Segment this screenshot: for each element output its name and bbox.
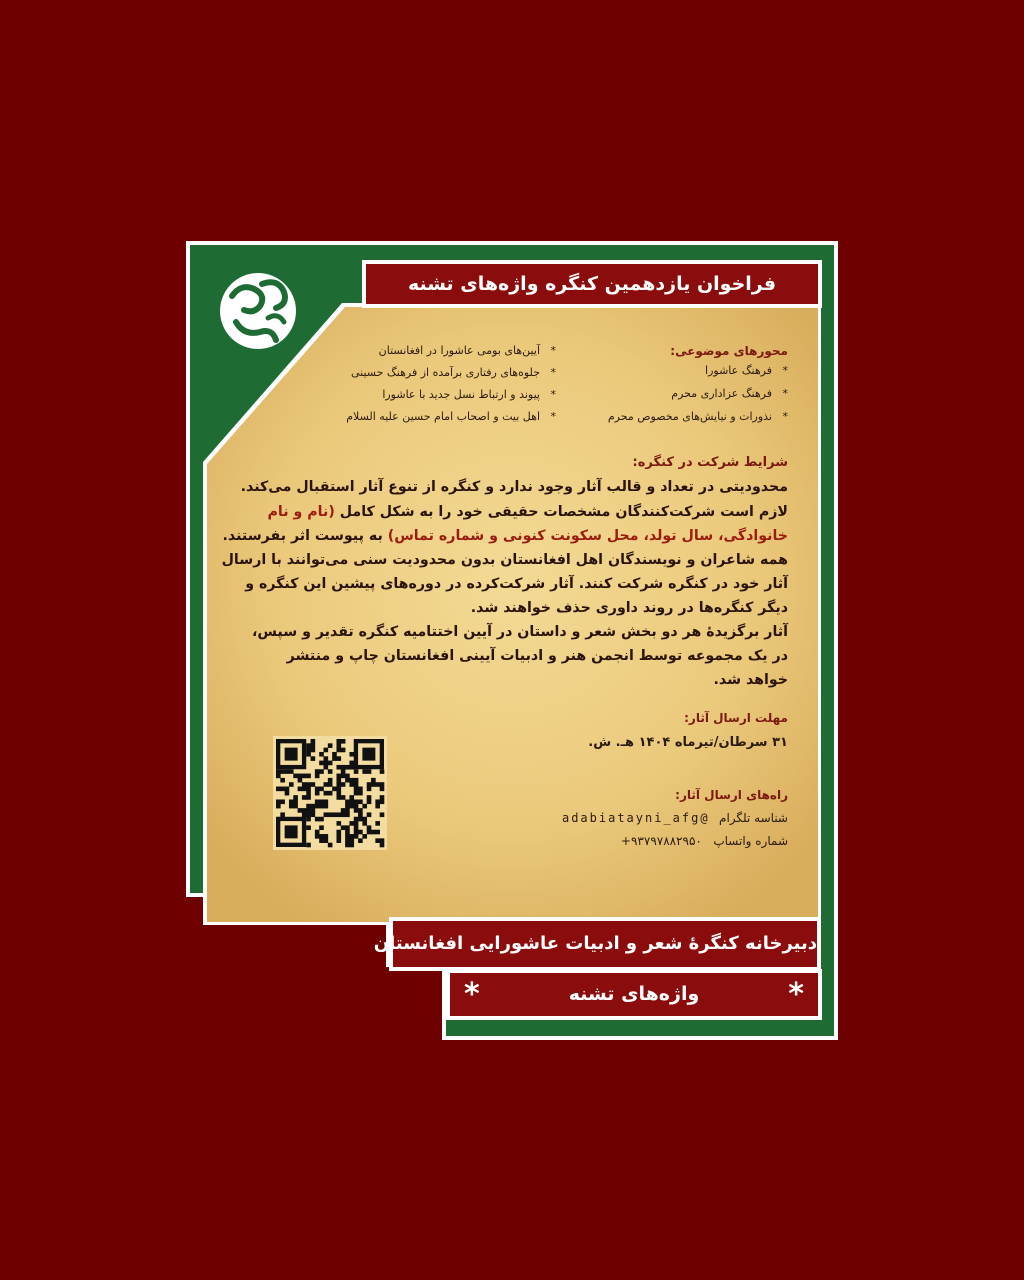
theme-item-left-4: * اهل بیت و اصحاب امام حسین علیه السلام (346, 410, 556, 423)
theme-item-left-3: * پیوند و ارتباط نسل جدید با عاشورا (382, 388, 556, 401)
theme-item-right-1: * فرهنگ عاشورا (705, 364, 788, 377)
deadline-label: مهلت ارسال آثار: (684, 711, 788, 725)
deadline-value: ۳۱ سرطان/تیرماه ۱۴۰۴ هـ. ش. (588, 735, 788, 750)
bullet-icon: * (782, 364, 788, 377)
theme-item-right-2: * فرهنگ عزاداری محرم (671, 387, 788, 400)
brand-name: واژه‌های تشنه (568, 983, 700, 1005)
qr-code-icon (273, 736, 387, 850)
brand-row (450, 973, 818, 1016)
bullet-icon: * (550, 344, 556, 357)
bullet-icon: * (550, 388, 556, 401)
conditions-line-6: دیگر کنگره‌ها در روند داوری حذف خواهند شد. (470, 600, 788, 616)
organizer-name: دبیرخانه کنگرهٔ شعر و ادبیات عاشورایی افغانستان (373, 933, 817, 954)
conditions-line-4: همه شاعران و نویسندگان اهل افغانستان بدون محدودیت سنی می‌توانند با ارسال (221, 552, 788, 568)
star-icon: * (464, 977, 480, 1012)
telegram-label: شناسه تلگرام (719, 811, 788, 825)
theme-item-right-3: * نذورات و نیایش‌های مخصوص محرم (607, 410, 788, 423)
theme-item-left-1: * آیین‌های بومی عاشورا در افغانستان (378, 344, 556, 357)
conditions-line-3: خانوادگی، سال تولد، محل سکونت کنونی و شماره تماس) به پیوست اثر بفرستند. (222, 528, 788, 544)
theme-item-left-2: * جلوه‌های رفتاری برآمده از فرهنگ حسینی (351, 366, 556, 379)
conditions-line-5: آثار خود در کنگره شرکت کنند. آثار شرکت‌کرده در دوره‌های پیشین این کنگره و (245, 576, 788, 592)
bullet-icon: * (782, 410, 788, 423)
telegram-row (562, 811, 788, 825)
whatsapp-row (621, 834, 788, 848)
star-icon: * (788, 977, 804, 1012)
conditions-line-7: آثار برگزیدهٔ هر دو بخش شعر و داستان در آیین اختتامیه کنگره تقدیر و سپس، (251, 624, 788, 640)
conditions-line-9: خواهد شد. (713, 672, 788, 688)
conditions-line-8: در یک مجموعه توسط انجمن هنر و ادبیات آیینی افغانستان چاپ و منتشر (286, 648, 788, 664)
submission-label: راه‌های ارسال آثار: (675, 788, 788, 802)
whatsapp-label: شماره واتساپ (713, 834, 788, 848)
whatsapp-number: +۹۳۷۹۷۸۸۲۹۵۰ (620, 834, 702, 848)
bullet-icon: * (550, 410, 556, 423)
themes-label: محورهای موضوعی: (670, 344, 788, 358)
calligraphic-seal-icon (220, 273, 296, 349)
bullet-icon: * (550, 366, 556, 379)
telegram-id: @adabiatayni_afg (561, 811, 708, 825)
conditions-line-2: لازم است شرکت‌کنندگان مشخصات حقیقی خود را به شکل کامل (نام و نام (267, 504, 788, 520)
page-title: فراخوان یازدهمین کنگره واژه‌های تشنه (407, 273, 777, 295)
conditions-line-1: محدودیتی در تعداد و قالب آثار وجود ندارد و کنگره از تنوع آثار استقبال می‌کند. (240, 479, 788, 495)
bullet-icon: * (782, 387, 788, 400)
conditions-label: شرایط شرکت در کنگره: (632, 455, 788, 470)
